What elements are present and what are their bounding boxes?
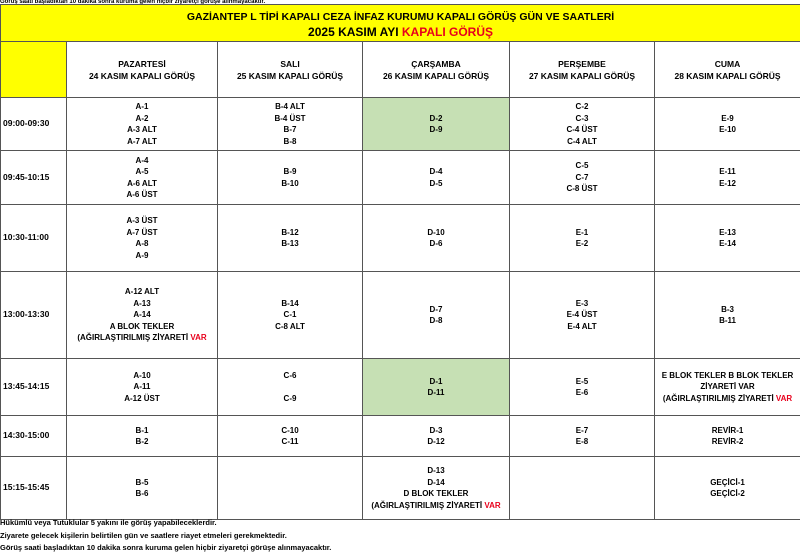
cell-wednesday <box>363 98 510 151</box>
group-label: A BLOK TEKLER <box>109 321 175 331</box>
cell-wednesday <box>363 359 510 416</box>
cell-monday <box>67 359 218 416</box>
cell-wednesday <box>363 416 510 457</box>
group-label: C-4 ALT <box>567 136 597 146</box>
group-label: B-4 ALT <box>275 102 305 111</box>
group-label: A-1 <box>135 102 149 111</box>
group-label: C-7 <box>575 172 589 182</box>
cell-friday <box>655 151 800 205</box>
group-label: A-10 <box>133 370 151 380</box>
group-label: A-2 <box>135 113 149 123</box>
group-label: E-13 <box>719 227 736 237</box>
cell-monday <box>67 151 218 205</box>
group-label: C-2 <box>575 102 589 111</box>
group-label: B-8 <box>283 136 297 146</box>
group-label: A-4 <box>135 155 149 165</box>
cell-thursday <box>510 359 655 416</box>
schedule-row <box>1 359 800 416</box>
group-label: E-5 <box>575 376 589 386</box>
cell-friday <box>655 457 800 520</box>
cell-thursday <box>510 151 655 205</box>
group-label: A-11 <box>133 382 151 392</box>
group-label: D BLOK TEKLER <box>403 489 469 498</box>
group-label: A-13 <box>133 298 151 308</box>
cell-wednesday <box>363 151 510 205</box>
group-label: C-11 <box>281 437 299 446</box>
group-label: D-10 <box>427 227 445 237</box>
group-label: D-3 <box>429 425 443 435</box>
visit-schedule-table <box>0 4 800 520</box>
group-label: A-6 ÜST <box>126 190 158 199</box>
note-line: Ziyarete gelecek kişilerin belirtilen gün ve saatlere riayet etmeleri gerekmektedir. <box>0 530 287 540</box>
group-label: D-6 <box>429 239 443 248</box>
group-label: B-11 <box>719 316 736 325</box>
aggravated-visit-note: (AĞIRLAŞTIRILMIŞ ZİYARETİ VAR <box>371 500 501 510</box>
group-label: A-7 ALT <box>127 136 157 146</box>
group-label: E-8 <box>575 437 589 446</box>
group-label: B-5 <box>135 477 149 487</box>
time-slot: 09:45-10:15 <box>1 151 67 205</box>
group-label: A-14 <box>133 310 151 320</box>
note-line: Görüş saati başladıktan 10 dakika sonra kuruma gelen hiçbir ziyaretçi görüşe alınmayacaktır. <box>0 543 332 552</box>
cell-friday <box>655 359 800 416</box>
aggravated-visit-note: (AĞIRLAŞTIRILMIŞ ZİYARETİ VAR <box>662 393 793 403</box>
group-label: B-7 <box>283 125 297 134</box>
cell-monday <box>67 272 218 359</box>
group-label: A-8 <box>135 239 149 248</box>
note-line: Hükümlü veya Tutuklular 5 yakını ile görüş yapabileceklerdir. <box>0 518 217 527</box>
group-label: B-9 <box>283 167 297 176</box>
time-slot: 10:30-11:00 <box>1 205 67 272</box>
group-label: C-10 <box>281 425 299 435</box>
schedule-row <box>1 205 800 272</box>
cell-monday <box>67 457 218 520</box>
day-header-monday: PAZARTESİ 24 KASIM KAPALI GÖRÜŞ <box>67 42 218 98</box>
cell-tuesday <box>218 151 363 205</box>
cell-friday <box>655 272 800 359</box>
document-subtitle: 2025 KASIM AYI KAPALI GÖRÜŞ <box>308 25 493 39</box>
group-label: B-2 <box>135 437 149 446</box>
top-cut-note: Görüş saati başladıktan 10 dakika sonra kuruma gelen hiçbir ziyaretçi görüşe alınmayacaktır. <box>0 0 266 4</box>
cell-tuesday <box>218 272 363 359</box>
group-label: C-9 <box>283 393 297 403</box>
time-slot: 14:30-15:00 <box>1 416 67 457</box>
group-label: D-14 <box>427 477 445 487</box>
group-label: E-9 <box>721 113 734 123</box>
group-label: A-12 ÜST <box>124 393 160 403</box>
group-label: D-12 <box>427 437 445 446</box>
group-label: E-3 <box>575 298 589 308</box>
group-label: A-5 <box>135 167 149 176</box>
cell-tuesday <box>218 359 363 416</box>
day-header-friday: CUMA 28 KASIM KAPALI GÖRÜŞ <box>655 42 800 98</box>
cell-tuesday <box>218 98 363 151</box>
group-label: C-3 <box>575 113 589 123</box>
corner-cell <box>1 42 67 98</box>
group-label: C-8 ÜST <box>566 184 598 194</box>
time-slot: 15:15-15:45 <box>1 457 67 520</box>
group-label: C-6 <box>283 370 297 380</box>
group-label: B-10 <box>281 178 299 188</box>
group-label: B-6 <box>135 489 149 498</box>
group-label: B-3 <box>721 304 734 314</box>
document-title: GAZİANTEP L TİPİ KAPALI CEZA İNFAZ KURUMU KAPALI GÖRÜŞ GÜN VE SAATLERİ <box>186 11 615 23</box>
group-label: D-8 <box>429 316 443 325</box>
cell-tuesday <box>218 457 363 520</box>
cell-wednesday <box>363 457 510 520</box>
group-label: E-1 <box>575 227 589 237</box>
group-label: E BLOK TEKLER B BLOK TEKLER <box>661 370 794 380</box>
group-label: C-1 <box>283 310 297 320</box>
group-label: A-3 ÜST <box>126 216 158 225</box>
group-label: E-2 <box>575 239 589 248</box>
group-label: E-10 <box>719 125 736 134</box>
group-label: D-1 <box>429 376 443 386</box>
group-label: E-6 <box>575 388 589 397</box>
group-label: REVİR-1 <box>711 425 744 435</box>
group-label: GEÇİCİ-1 <box>710 477 745 487</box>
group-label: E-7 <box>575 425 589 435</box>
group-label: E-14 <box>719 239 736 248</box>
cell-friday <box>655 98 800 151</box>
group-label: D-11 <box>427 388 445 397</box>
group-label <box>218 381 362 393</box>
cell-tuesday <box>218 205 363 272</box>
group-label: A-3 ALT <box>127 125 157 134</box>
cell-monday <box>67 416 218 457</box>
cell-wednesday <box>363 272 510 359</box>
cell-monday <box>67 98 218 151</box>
cell-tuesday <box>218 416 363 457</box>
cell-friday <box>655 205 800 272</box>
group-label: B-12 <box>281 227 299 237</box>
group-label: A-6 ALT <box>127 178 157 188</box>
cell-thursday <box>510 457 655 520</box>
time-slot: 09:00-09:30 <box>1 98 67 151</box>
day-header-wednesday: ÇARŞAMBA 26 KASIM KAPALI GÖRÜŞ <box>363 42 510 98</box>
group-label: A-12 ALT <box>124 287 160 297</box>
group-label: E-4 ALT <box>567 321 597 331</box>
group-label: D-2 <box>429 113 443 123</box>
group-label: C-8 ALT <box>275 321 305 331</box>
group-label: C-5 <box>575 161 589 171</box>
schedule-row <box>1 151 800 205</box>
title-row <box>1 5 800 42</box>
group-label: D-4 <box>429 167 443 176</box>
group-label: B-13 <box>281 239 299 248</box>
cell-thursday <box>510 98 655 151</box>
group-label: GEÇİCİ-2 <box>710 489 745 498</box>
footer-notes <box>0 517 800 555</box>
group-label: B-4 ÜST <box>274 113 306 123</box>
group-label: REVİR-2 <box>711 437 744 446</box>
day-header-row <box>1 42 800 98</box>
cell-thursday <box>510 205 655 272</box>
group-label: B-1 <box>135 425 149 435</box>
group-label: ZİYARETİ VAR <box>700 382 755 392</box>
time-slot: 13:00-13:30 <box>1 272 67 359</box>
cell-thursday <box>510 416 655 457</box>
schedule-row <box>1 98 800 151</box>
cell-thursday <box>510 272 655 359</box>
group-label: D-13 <box>427 466 445 475</box>
day-header-tuesday: SALI 25 KASIM KAPALI GÖRÜŞ <box>218 42 363 98</box>
group-label: D-7 <box>429 304 443 314</box>
schedule-row <box>1 272 800 359</box>
schedule-row <box>1 457 800 520</box>
cell-monday <box>67 205 218 272</box>
group-label: E-11 <box>719 167 736 176</box>
group-label: D-9 <box>429 125 443 134</box>
group-label: E-4 ÜST <box>566 310 598 320</box>
group-label: E-12 <box>719 178 736 188</box>
group-label: B-14 <box>281 298 299 308</box>
day-header-thursday: PERŞEMBE 27 KASIM KAPALI GÖRÜŞ <box>510 42 655 98</box>
group-label: C-4 ÜST <box>566 125 598 134</box>
group-label: A-7 ÜST <box>126 227 158 237</box>
group-label: A-9 <box>135 250 149 260</box>
cell-friday <box>655 416 800 457</box>
schedule-row <box>1 416 800 457</box>
group-label: D-5 <box>429 178 443 188</box>
aggravated-visit-note: (AĞIRLAŞTIRILMIŞ ZİYARETİ VAR <box>77 333 207 343</box>
cell-wednesday <box>363 205 510 272</box>
time-slot: 13:45-14:15 <box>1 359 67 416</box>
